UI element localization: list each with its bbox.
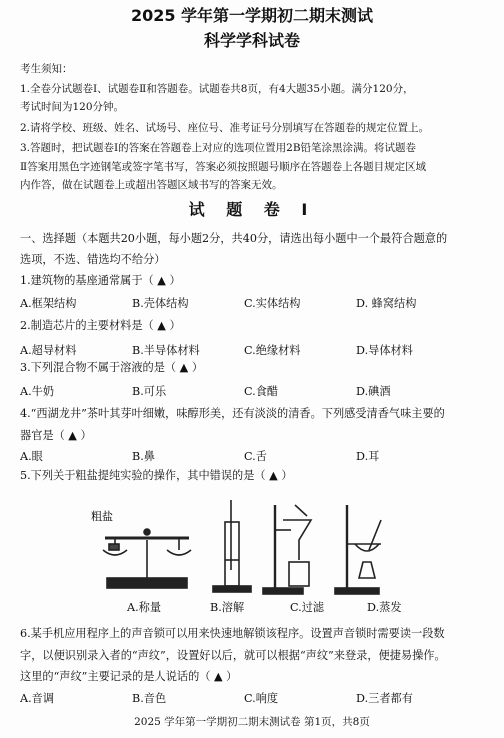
option: D.蒸发 xyxy=(367,601,402,614)
option: D. 蜂窝结构 xyxy=(356,297,417,310)
option: D.碘酒 xyxy=(356,385,391,398)
option: B.音色 xyxy=(132,692,167,705)
section-intro: 选项，不选、错选均不给分） xyxy=(20,253,166,266)
option: B.溶解 xyxy=(210,601,245,614)
option: A.框架结构 xyxy=(20,297,77,310)
option: C.舌 xyxy=(244,450,267,463)
option: C.实体结构 xyxy=(244,297,301,310)
question-stem: 6.某手机应用程序上的声音锁可以用来快速地解锁该程序。设置声音锁时需要读一段数 xyxy=(20,627,445,640)
question-stem-cont: 字，以便识别录入者的“声纹”，设置好以后，就可以根据“声纹”来登录，便捷易操作。 xyxy=(20,649,446,662)
option: B.可乐 xyxy=(132,385,167,398)
question-stem: 4.“西湖龙井”茶叶其芽叶细嫩，味醇形美，还有淡淡的清香。下列感受清香气味主要的 xyxy=(20,407,445,420)
question-stem-cont: 这里的“声纹”主要记录的是人说话的（ ▲ ） xyxy=(20,670,238,683)
option: C.绝缘材料 xyxy=(244,344,301,357)
notice-line: 1.全卷分试题卷Ⅰ、试题卷Ⅱ和答题卷。试题卷共8页，有4大题35小题。满分120分， xyxy=(20,83,414,95)
page-footer: 2025 学年第一学期初二期末测试卷 第1页，共8页 xyxy=(134,716,370,728)
notice-line: 内作答，做在试题卷上或超出答题区域书写的答案无效。 xyxy=(20,179,283,191)
exam-subtitle: 科学学科试卷 xyxy=(203,31,300,50)
evaporating-dish-icon xyxy=(335,505,381,594)
option: A.音调 xyxy=(20,692,55,705)
filter-stand-icon xyxy=(263,505,311,594)
notice-line: Ⅱ答案用黑色字迹钢笔或签字笔书写，答案必须按照题号顺序在答题卷上各题目规定区域 xyxy=(20,161,427,173)
option: D.三者都有 xyxy=(356,692,413,705)
option: A.眼 xyxy=(20,450,43,463)
balance-icon xyxy=(103,529,191,588)
option: A.牛奶 xyxy=(20,385,55,398)
option: A.称量 xyxy=(127,601,162,614)
question-stem: 5.下列关于粗盐提纯实验的操作，其中错误的是（ ▲ ） xyxy=(20,469,293,482)
option: D.耳 xyxy=(356,450,380,463)
option: B.鼻 xyxy=(132,450,155,463)
section-intro: 一、选择题（本题共20小题，每小题2分，共40分，请选出每小题中一个最符合题意的 xyxy=(20,232,448,245)
exam-title: 2025 学年第一学期初二期末测试 xyxy=(130,6,374,25)
notice-line: 3.答题时，把试题卷Ⅰ的答案在答题卷上对应的选项位置用2B铅笔涂黑涂满。将试题卷 xyxy=(20,142,417,154)
lab-apparatus-figure xyxy=(85,500,405,600)
question-stem-cont: 器官是（ ▲ ） xyxy=(20,429,92,442)
option: A.超导材料 xyxy=(20,344,77,357)
question-stem: 2.制造芯片的主要材料是（ ▲ ） xyxy=(20,319,181,332)
figure-label: 粗盐 xyxy=(91,510,113,523)
option: C.响度 xyxy=(244,692,279,705)
question-stem: 1.建筑物的基座通常属于（ ▲ ） xyxy=(20,274,181,287)
option: C.食醋 xyxy=(244,385,279,398)
notice-heading: 考生须知： xyxy=(20,63,73,75)
option: C.过滤 xyxy=(290,601,325,614)
option: B.壳体结构 xyxy=(132,297,189,310)
option: D.导体材料 xyxy=(356,344,413,357)
notice-line: 2.请将学校、班级、姓名、试场号、座位号、准考证号分别填写在答题卷的规定位置上。 xyxy=(20,122,430,134)
section-title: 试 题 卷 Ⅰ xyxy=(188,200,316,219)
notice-line: 考试时间为120分钟。 xyxy=(20,101,125,113)
question-stem: 3.下列混合物不属于溶液的是（ ▲ ） xyxy=(20,361,204,374)
option: B.半导体材料 xyxy=(132,344,200,357)
graduated-cylinder-icon xyxy=(213,500,251,592)
